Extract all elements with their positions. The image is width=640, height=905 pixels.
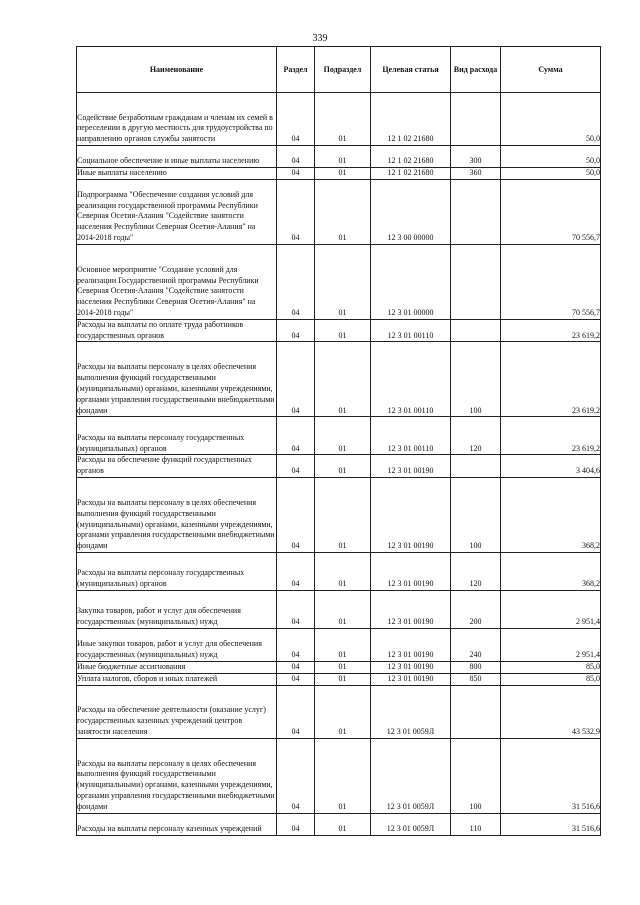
table-row	[77, 738, 601, 813]
cell-subsection: 01	[315, 628, 371, 661]
cell-section: 04	[277, 417, 315, 455]
cell-subsection: 01	[315, 93, 371, 146]
cell-section: 04	[277, 685, 315, 738]
cell-target-article: 12 3 01 00110	[371, 319, 451, 342]
header-name: Наименование	[77, 47, 277, 93]
cell-target-article: 12 1 02 21680	[371, 168, 451, 180]
cell-target-article: 12 3 01 00000	[371, 244, 451, 319]
table-row	[77, 685, 601, 738]
cell-section: 04	[277, 342, 315, 417]
cell-sum: 368,2	[501, 552, 601, 590]
cell-name: Подпрограмма "Обеспечение создания условий для реализации государственной программы Республики Северная Осетия-Алания "Содействие занятости населения Республики Северная Осетия-Алания" на 2014-2018 годы"	[77, 179, 277, 244]
cell-section: 04	[277, 813, 315, 835]
cell-sum: 50,0	[501, 168, 601, 180]
cell-target-article: 12 3 01 00190	[371, 455, 451, 478]
page-number: 339	[312, 33, 328, 44]
cell-sum: 70 556,7	[501, 244, 601, 319]
cell-sum: 85,0	[501, 661, 601, 673]
cell-subsection: 01	[315, 590, 371, 628]
cell-name: Расходы на выплаты персоналу в целях обеспечения выполнения функций государственными (муниципальными) органами, казенными учреждениями, органами управления государственными внебюджетными фондами	[77, 477, 277, 552]
budget-table	[76, 46, 601, 836]
header-section: Раздел	[277, 47, 315, 93]
cell-sum: 50,0	[501, 146, 601, 168]
cell-sum: 85,0	[501, 673, 601, 685]
cell-expense-type	[451, 179, 501, 244]
cell-name: Расходы на выплаты по оплате труда работников государственных органов	[77, 319, 277, 342]
cell-expense-type: 120	[451, 552, 501, 590]
cell-target-article: 12 1 02 21680	[371, 93, 451, 146]
cell-name: Социальное обеспечение и иные выплаты населению	[77, 146, 277, 168]
cell-subsection: 01	[315, 455, 371, 478]
cell-sum: 368,2	[501, 477, 601, 552]
table-row	[77, 590, 601, 628]
cell-section: 04	[277, 552, 315, 590]
cell-expense-type: 360	[451, 168, 501, 180]
cell-expense-type: 800	[451, 661, 501, 673]
cell-expense-type	[451, 685, 501, 738]
cell-section: 04	[277, 673, 315, 685]
cell-name: Расходы на обеспечение деятельности (оказание услуг) государственных казенных учреждений центров занятости населения	[77, 685, 277, 738]
cell-sum: 31 516,6	[501, 738, 601, 813]
cell-expense-type	[451, 93, 501, 146]
cell-target-article: 12 3 01 0059Л	[371, 813, 451, 835]
table-row	[77, 673, 601, 685]
cell-expense-type	[451, 319, 501, 342]
cell-name: Закупка товаров, работ и услуг для обеспечения государственных (муниципальных) нужд	[77, 590, 277, 628]
table-row	[77, 168, 601, 180]
cell-sum: 3 404,6	[501, 455, 601, 478]
table-row	[77, 417, 601, 455]
cell-section: 04	[277, 661, 315, 673]
cell-sum: 23 619,2	[501, 417, 601, 455]
cell-name: Иные выплаты населению	[77, 168, 277, 180]
cell-sum: 50,0	[501, 93, 601, 146]
cell-subsection: 01	[315, 168, 371, 180]
cell-expense-type: 300	[451, 146, 501, 168]
cell-expense-type	[451, 455, 501, 478]
cell-subsection: 01	[315, 146, 371, 168]
cell-target-article: 12 3 01 0059Л	[371, 685, 451, 738]
cell-target-article: 12 3 01 00190	[371, 590, 451, 628]
cell-sum: 23 619,2	[501, 342, 601, 417]
cell-expense-type: 200	[451, 590, 501, 628]
cell-section: 04	[277, 455, 315, 478]
header-target-article: Целевая статья	[371, 47, 451, 93]
cell-name: Иные бюджетные ассигнования	[77, 661, 277, 673]
table-row	[77, 342, 601, 417]
table-header-row	[77, 47, 601, 93]
cell-expense-type: 240	[451, 628, 501, 661]
cell-expense-type: 100	[451, 342, 501, 417]
cell-sum: 70 556,7	[501, 179, 601, 244]
cell-section: 04	[277, 590, 315, 628]
cell-subsection: 01	[315, 813, 371, 835]
cell-name: Расходы на выплаты персоналу государственных (муниципальных) органов	[77, 417, 277, 455]
cell-name: Расходы на выплаты персоналу государственных (муниципальных) органов	[77, 552, 277, 590]
cell-subsection: 01	[315, 477, 371, 552]
cell-expense-type	[451, 244, 501, 319]
cell-section: 04	[277, 628, 315, 661]
cell-expense-type: 850	[451, 673, 501, 685]
table-row	[77, 244, 601, 319]
cell-section: 04	[277, 319, 315, 342]
table-row	[77, 179, 601, 244]
cell-target-article: 12 3 01 00110	[371, 342, 451, 417]
cell-subsection: 01	[315, 417, 371, 455]
cell-section: 04	[277, 477, 315, 552]
header-subsection: Подраздел	[315, 47, 371, 93]
cell-section: 04	[277, 93, 315, 146]
cell-expense-type: 110	[451, 813, 501, 835]
cell-target-article: 12 3 00 00000	[371, 179, 451, 244]
cell-name: Основное мероприятие "Создание условий для реализации Государственной программы Республики Северная Осетия-Алания "Содействие занятости населения Республики Северная Осетия-Алания" на 2014-2018 годы"	[77, 244, 277, 319]
table-row	[77, 661, 601, 673]
cell-sum: 2 951,4	[501, 590, 601, 628]
cell-name: Расходы на выплаты персоналу в целях обеспечения выполнения функций государственными (муниципальными) органами, казенными учреждениями, органами управления государственными внебюджетными фондами	[77, 738, 277, 813]
cell-target-article: 12 3 01 00190	[371, 628, 451, 661]
cell-target-article: 12 3 01 00110	[371, 417, 451, 455]
cell-target-article: 12 1 02 21680	[371, 146, 451, 168]
table-row	[77, 477, 601, 552]
cell-target-article: 12 3 01 00190	[371, 661, 451, 673]
cell-target-article: 12 3 01 00190	[371, 477, 451, 552]
cell-subsection: 01	[315, 319, 371, 342]
cell-subsection: 01	[315, 342, 371, 417]
table-body	[77, 93, 601, 836]
cell-section: 04	[277, 146, 315, 168]
table-row	[77, 93, 601, 146]
cell-subsection: 01	[315, 244, 371, 319]
header-expense-type: Вид расхода	[451, 47, 501, 93]
table-row	[77, 552, 601, 590]
cell-name: Содействие безработным гражданам и членам их семей в переселении в другую местность для трудоустройства по направлению органов службы занятости	[77, 93, 277, 146]
table-row	[77, 628, 601, 661]
cell-target-article: 12 3 01 00190	[371, 673, 451, 685]
cell-section: 04	[277, 179, 315, 244]
table-row	[77, 319, 601, 342]
cell-subsection: 01	[315, 673, 371, 685]
table-row	[77, 455, 601, 478]
table-row	[77, 813, 601, 835]
cell-subsection: 01	[315, 685, 371, 738]
table-row	[77, 146, 601, 168]
cell-target-article: 12 3 01 0059Л	[371, 738, 451, 813]
cell-name: Расходы на обеспечение функций государственных органов	[77, 455, 277, 478]
cell-expense-type: 100	[451, 738, 501, 813]
cell-name: Иные закупки товаров, работ и услуг для обеспечения государственных (муниципальных) нужд	[77, 628, 277, 661]
cell-subsection: 01	[315, 552, 371, 590]
cell-section: 04	[277, 738, 315, 813]
cell-name: Расходы на выплаты персоналу казенных учреждений	[77, 813, 277, 835]
cell-target-article: 12 3 01 00190	[371, 552, 451, 590]
cell-subsection: 01	[315, 179, 371, 244]
header-sum: Сумма	[501, 47, 601, 93]
cell-subsection: 01	[315, 738, 371, 813]
cell-expense-type: 100	[451, 477, 501, 552]
cell-sum: 43 532,9	[501, 685, 601, 738]
cell-subsection: 01	[315, 661, 371, 673]
cell-sum: 2 951,4	[501, 628, 601, 661]
cell-sum: 31 516,6	[501, 813, 601, 835]
cell-section: 04	[277, 244, 315, 319]
cell-sum: 23 619,2	[501, 319, 601, 342]
cell-name: Уплата налогов, сборов и иных платежей	[77, 673, 277, 685]
cell-name: Расходы на выплаты персоналу в целях обеспечения выполнения функций государственными (муниципальными) органами, казенными учреждениями, органами управления государственными внебюджетными фондами	[77, 342, 277, 417]
cell-section: 04	[277, 168, 315, 180]
cell-expense-type: 120	[451, 417, 501, 455]
